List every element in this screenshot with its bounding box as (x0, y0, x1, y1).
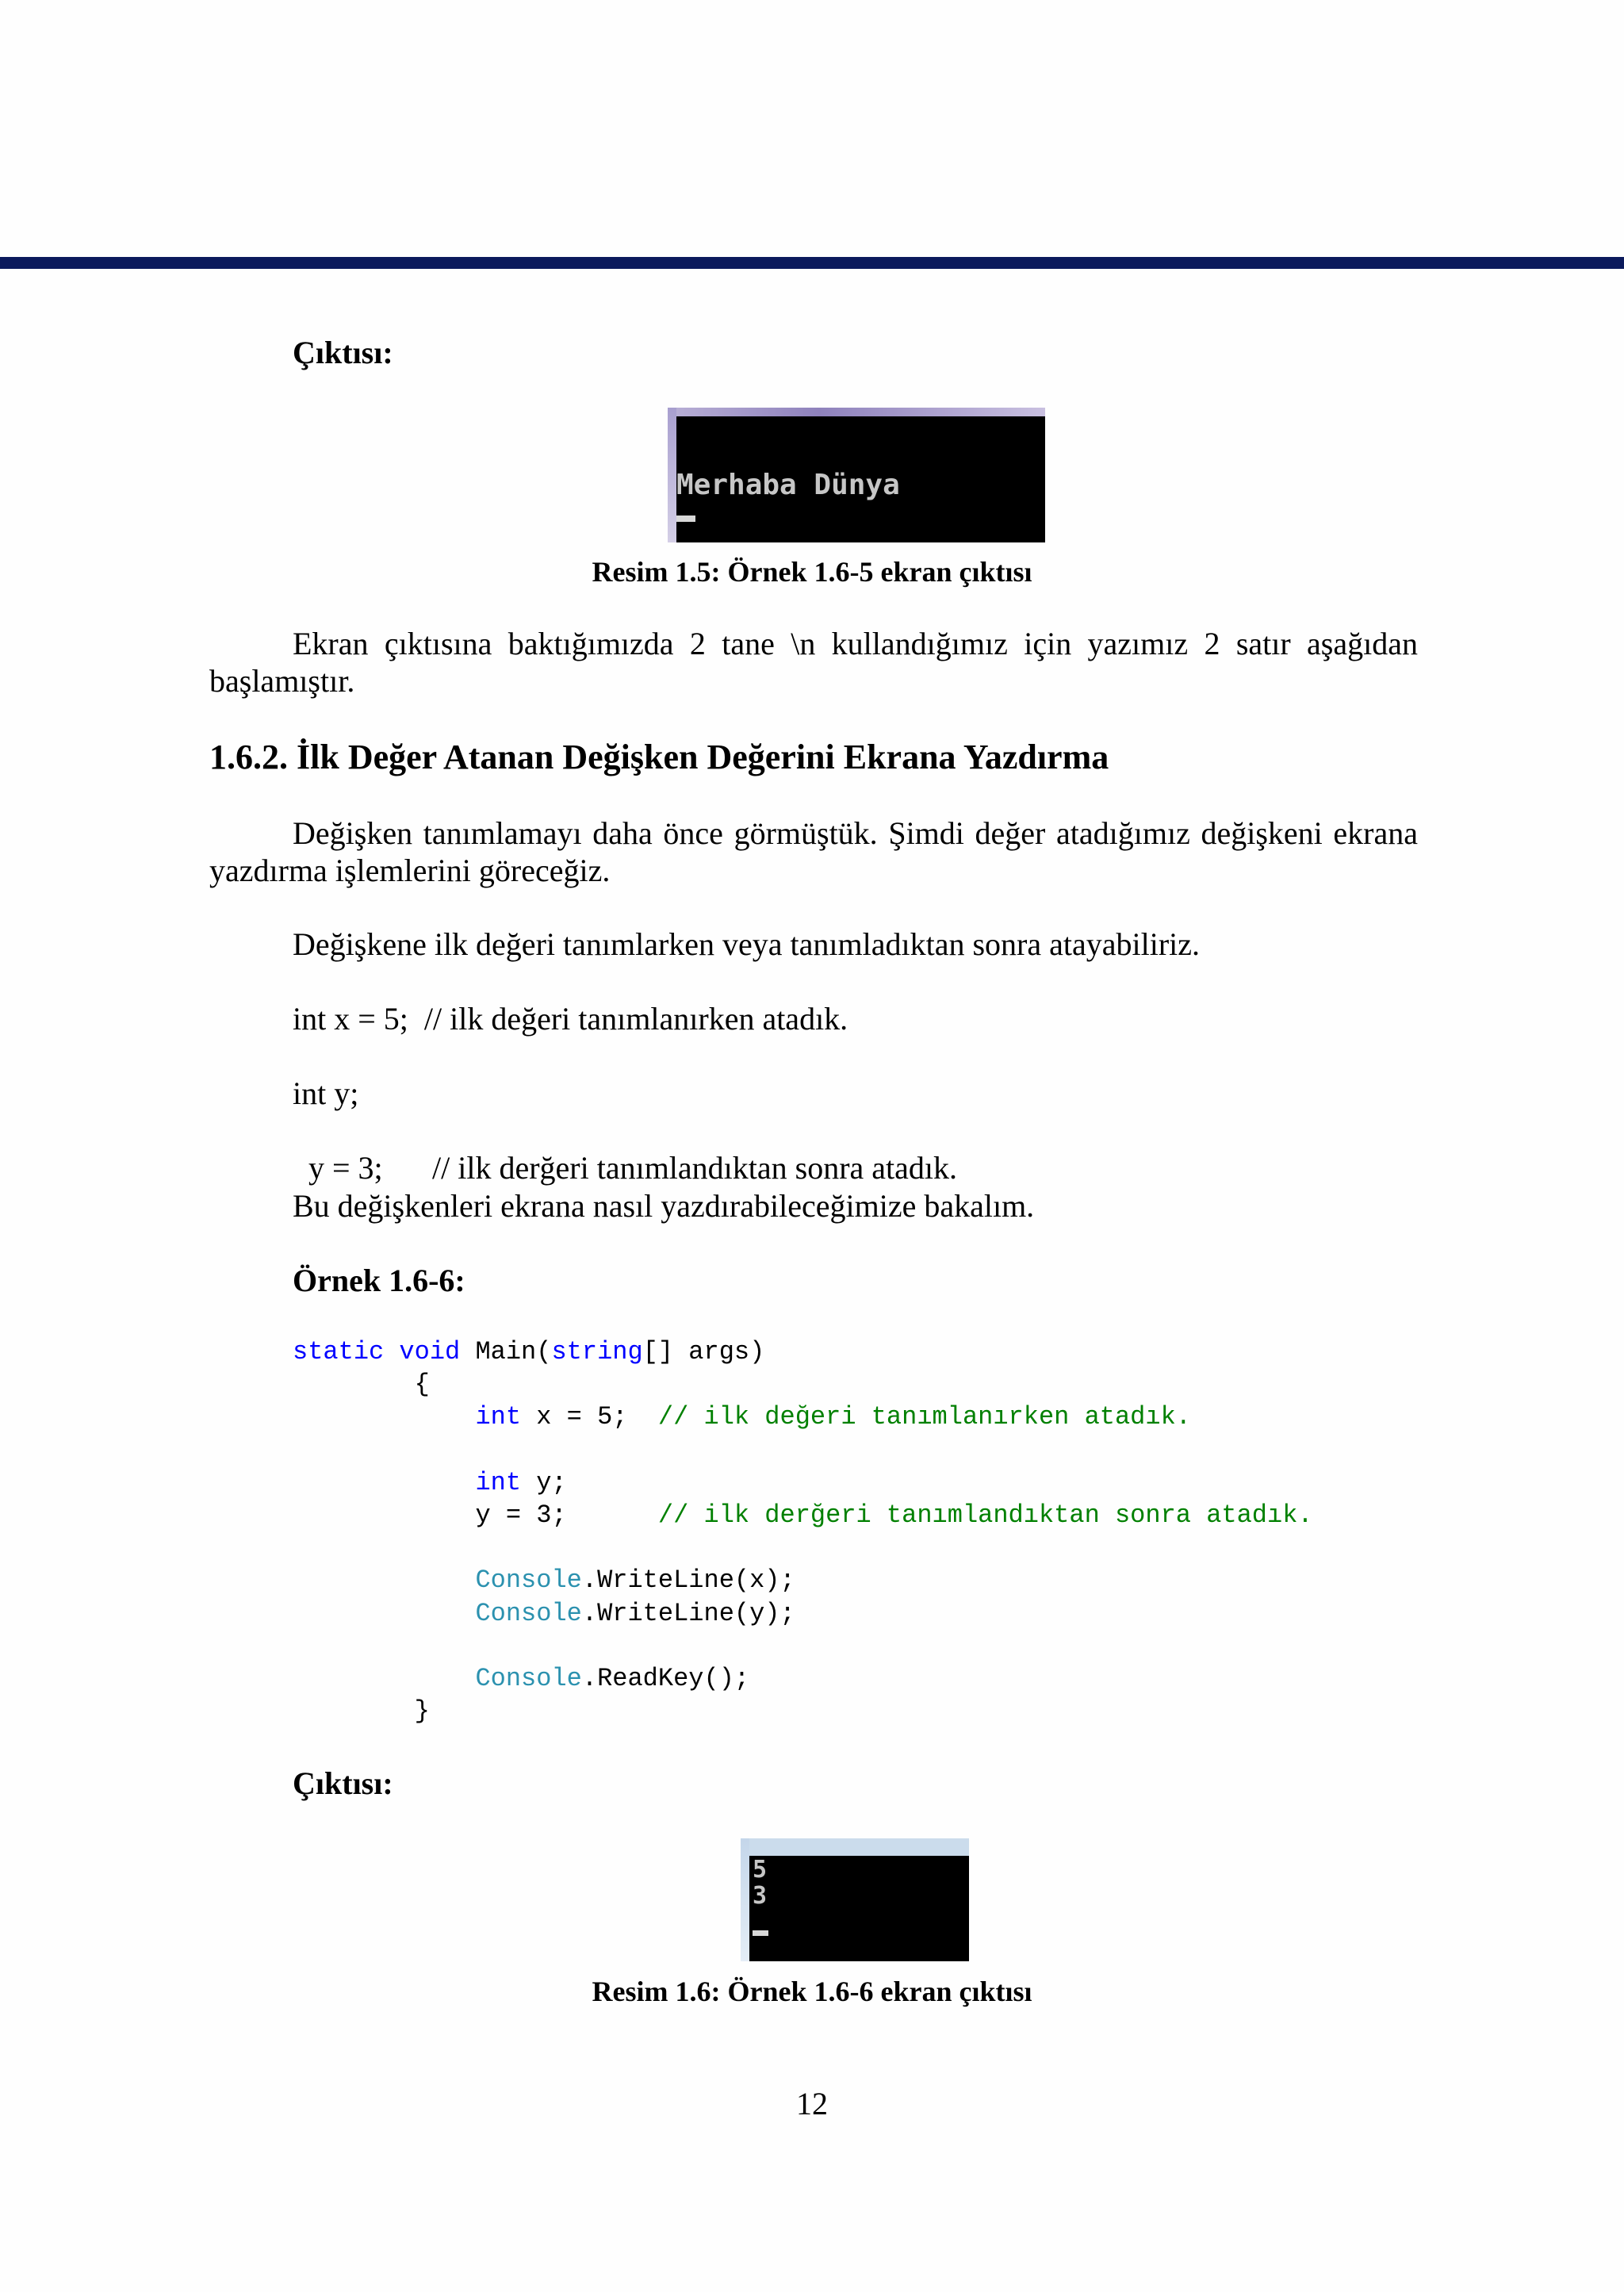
code-block (293, 1336, 1313, 1727)
console-screenshot (741, 1838, 969, 1961)
paragraph: Bu değişkenleri ekrana nasıl yazdırabileceğimize bakalım. (293, 1188, 1035, 1224)
console-cursor (753, 1930, 768, 1936)
code-type: Console (475, 1566, 582, 1596)
output-label: Çıktısı: (293, 335, 393, 370)
code-keyword: int (475, 1467, 522, 1497)
code-snippet: int y; (293, 1075, 359, 1111)
code-line (293, 1368, 1313, 1401)
code-line (293, 1499, 1313, 1531)
code-plain: .WriteLine(x); (581, 1566, 795, 1596)
console-frame (741, 1838, 749, 1961)
code-plain: x = 5; (521, 1402, 658, 1432)
snippet-statement: y = 3; (308, 1150, 383, 1186)
code-plain (293, 1664, 475, 1693)
code-plain: y; (521, 1467, 567, 1497)
code-line (293, 1336, 1313, 1368)
code-line (293, 1630, 1313, 1662)
console-cursor (676, 516, 695, 522)
paragraph-line: Değişken tanımlamayı daha önce görmüştük. Şimdi değer atadığımız değişkeni ekrana (293, 815, 1418, 851)
section-heading: 1.6.2. İlk Değer Atanan Değişken Değerini Ekrana Yazdırma (209, 738, 1109, 776)
code-snippet (293, 1112, 957, 1186)
output-label: Çıktısı: (293, 1765, 393, 1801)
code-line (293, 1531, 1313, 1564)
code-line (293, 1434, 1313, 1466)
code-plain (384, 1337, 399, 1366)
console-screenshot (668, 408, 1045, 542)
code-plain (293, 1599, 475, 1628)
code-plain (293, 1566, 475, 1595)
paragraph-line: başlamıştır. (209, 663, 355, 699)
console-output-line: 3 (753, 1882, 768, 1910)
code-plain: [] args) (642, 1337, 765, 1366)
code-line (293, 1695, 1313, 1727)
code-keyword: int (475, 1402, 522, 1432)
code-plain (293, 1402, 475, 1432)
figure-caption: Resim 1.6: Örnek 1.6-6 ekran çıktısı (592, 1976, 1032, 2007)
console-output (753, 1857, 767, 1909)
paragraph-line: Ekran çıktısına baktığımızda 2 tane \n kullandığımız için yazımız 2 satır aşağıdan (293, 626, 1418, 661)
code-line (293, 1564, 1313, 1596)
page-number: 12 (796, 2086, 828, 2121)
code-type: Console (475, 1598, 582, 1628)
code-line (293, 1466, 1313, 1499)
console-output-line: Merhaba Dünya (676, 469, 900, 501)
code-line (293, 1662, 1313, 1695)
console-window (749, 1856, 969, 1961)
console-frame (668, 408, 676, 542)
console-output-line: 5 (753, 1856, 768, 1884)
snippet-comment: // ilk derğeri tanımlandıktan sonra atadık. (432, 1150, 958, 1186)
header-rule (0, 257, 1624, 269)
code-plain: Main( (460, 1337, 552, 1366)
code-line (293, 1597, 1313, 1630)
figure-caption: Resim 1.5: Örnek 1.6-5 ekran çıktısı (592, 556, 1032, 588)
console-window (676, 416, 1045, 542)
code-plain (293, 1468, 475, 1497)
code-plain: { (293, 1370, 430, 1400)
code-keyword: void (399, 1337, 461, 1366)
code-plain: y = 3; (293, 1500, 658, 1530)
paragraph-line: yazdırma işlemlerini göreceğiz. (209, 853, 611, 888)
example-title: Örnek 1.6-6: (293, 1263, 465, 1298)
code-type: Console (475, 1663, 582, 1693)
paragraph: Değişkene ilk değeri tanımlarken veya tanımladıktan sonra atayabiliriz. (293, 926, 1201, 962)
code-keyword: static (293, 1337, 385, 1366)
code-comment: // ilk derğeri tanımlandıktan sonra atadık. (657, 1500, 1313, 1530)
code-comment: // ilk değeri tanımlanırken atadık. (657, 1402, 1191, 1432)
code-snippet: int x = 5; // ilk değeri tanımlanırken atadık. (293, 1001, 848, 1037)
code-plain: .ReadKey(); (581, 1663, 750, 1693)
code-keyword: string (551, 1337, 643, 1366)
code-line (293, 1401, 1313, 1433)
code-plain: .WriteLine(y); (581, 1598, 795, 1628)
code-plain: } (293, 1696, 430, 1727)
